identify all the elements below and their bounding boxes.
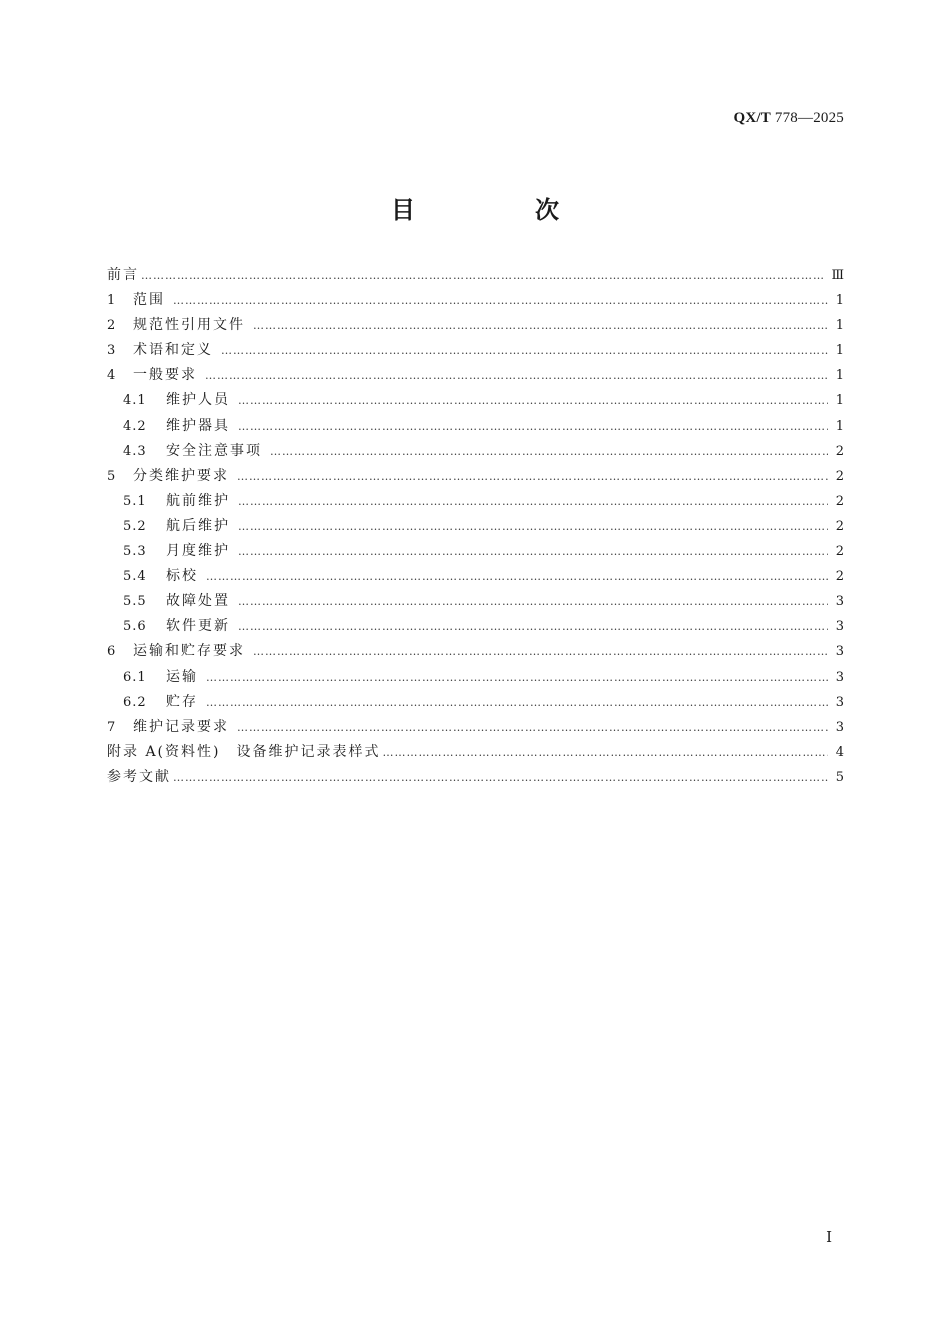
standard-code: [733, 110, 844, 127]
toc-entry-page: 1: [835, 368, 844, 384]
toc-dot-leader: [382, 740, 827, 765]
toc-dot-leader: [253, 313, 828, 338]
toc-entry-page: Ⅲ: [831, 268, 844, 283]
toc-entry-label: 运输和贮存要求: [133, 643, 245, 660]
toc-entry[interactable]: [107, 414, 844, 439]
toc-dot-leader: [238, 539, 828, 564]
toc-entry[interactable]: [107, 539, 844, 564]
toc-entry-page: 3: [835, 644, 844, 660]
toc-entry-number: 4: [107, 368, 117, 384]
toc-entry-label: 贮存: [166, 693, 198, 710]
toc-entry-number: 4.3: [123, 443, 147, 459]
toc-dot-leader: [238, 614, 828, 639]
toc-entry-number: 7: [107, 719, 117, 735]
toc-entry-label: 维护人员: [166, 392, 230, 409]
toc-entry-page: 2: [835, 544, 844, 560]
toc-dot-leader: [206, 665, 828, 690]
toc-entry[interactable]: [107, 740, 844, 765]
toc-entry-label: 维护记录要求: [133, 718, 229, 735]
toc-entry-page: 3: [835, 619, 844, 635]
toc-entry-label: 规范性引用文件: [133, 317, 245, 334]
toc-entry-number: 6.2: [123, 694, 147, 710]
toc-entry[interactable]: [107, 765, 844, 790]
toc-dot-leader: [238, 388, 828, 413]
toc-entry-label: 一般要求: [133, 367, 197, 384]
toc-dot-leader: [141, 263, 823, 288]
toc-entry[interactable]: [107, 313, 844, 338]
toc-entry-page: 1: [835, 418, 844, 434]
toc-dot-leader: [206, 690, 828, 715]
toc-entry[interactable]: [107, 439, 844, 464]
toc-dot-leader: [205, 363, 828, 388]
toc-entry-number: 5: [107, 468, 117, 484]
toc-entry-page: 2: [835, 493, 844, 509]
toc-entry-page: 2: [835, 518, 844, 534]
toc-entry[interactable]: [107, 589, 844, 614]
toc-list: [107, 263, 844, 790]
toc-entry-number: 6: [107, 644, 117, 660]
toc-entry-page: 1: [835, 318, 844, 334]
toc-dot-leader: [173, 288, 828, 313]
toc-entry[interactable]: [107, 489, 844, 514]
toc-entry[interactable]: [107, 263, 844, 288]
toc-entry-label: 附录 A(资料性) 设备维护记录表样式: [107, 743, 381, 760]
toc-entry[interactable]: [107, 464, 844, 489]
toc-entry[interactable]: [107, 388, 844, 413]
toc-entry-number: 4.2: [123, 418, 147, 434]
toc-dot-leader: [238, 414, 828, 439]
toc-entry-label: 前言: [107, 267, 139, 283]
toc-entry-label: 分类维护要求: [133, 467, 229, 484]
toc-entry-label: 月度维护: [166, 543, 230, 560]
toc-entry-number: 5.5: [123, 594, 147, 610]
toc-entry-page: 3: [835, 719, 844, 735]
toc-entry-page: 4: [835, 744, 844, 760]
toc-entry[interactable]: [107, 614, 844, 639]
toc-entry-page: 2: [835, 443, 844, 459]
toc-entry-label: 航后维护: [166, 517, 230, 534]
toc-entry-page: 2: [835, 468, 844, 484]
toc-entry-label: 维护器具: [166, 417, 230, 434]
toc-entry-page: 1: [835, 393, 844, 409]
toc-entry[interactable]: [107, 564, 844, 589]
toc-entry-number: 5.2: [123, 518, 147, 534]
toc-dot-leader: [237, 715, 828, 740]
toc-entry-label: 航前维护: [166, 492, 230, 509]
toc-entry-label: 术语和定义: [133, 342, 213, 359]
toc-entry-page: 5: [835, 769, 844, 785]
toc-entry-label: 运输: [166, 668, 198, 685]
toc-entry[interactable]: [107, 639, 844, 664]
page-number: Ⅰ: [826, 1230, 832, 1246]
toc-entry[interactable]: [107, 690, 844, 715]
toc-entry-number: 5.3: [123, 544, 147, 560]
toc-entry-number: 2: [107, 318, 117, 334]
toc-entry[interactable]: [107, 665, 844, 690]
toc-dot-leader: [238, 589, 828, 614]
toc-title: 目 次: [391, 196, 607, 224]
toc-entry[interactable]: [107, 288, 844, 313]
toc-entry-label: 参考文献: [107, 768, 171, 785]
toc-entry-page: 2: [835, 569, 844, 585]
toc-dot-leader: [206, 564, 828, 589]
toc-entry-number: 3: [107, 343, 117, 359]
toc-entry-label: 故障处置: [166, 593, 230, 610]
toc-entry-label: 安全注意事项: [166, 442, 262, 459]
standard-number: 778—2025: [774, 110, 844, 126]
toc-entry-number: 6.1: [123, 669, 147, 685]
toc-entry-number: 1: [107, 293, 117, 309]
toc-dot-leader: [237, 464, 828, 489]
toc-entry[interactable]: [107, 514, 844, 539]
toc-entry[interactable]: [107, 363, 844, 388]
toc-entry[interactable]: [107, 338, 844, 363]
toc-dot-leader: [270, 439, 828, 464]
toc-entry-label: 范围: [133, 292, 165, 309]
toc-entry-number: 5.6: [123, 619, 147, 635]
toc-entry-page: 1: [835, 343, 844, 359]
toc-entry-page: 3: [835, 669, 844, 685]
toc-dot-leader: [173, 765, 828, 790]
toc-entry-number: 5.4: [123, 569, 147, 585]
toc-dot-leader: [221, 338, 828, 363]
toc-entry-label: 软件更新: [166, 618, 230, 635]
toc-entry-page: 3: [835, 694, 844, 710]
toc-dot-leader: [238, 489, 828, 514]
toc-entry[interactable]: [107, 715, 844, 740]
toc-entry-page: 1: [835, 293, 844, 309]
toc-entry-label: 标校: [166, 568, 198, 585]
toc-entry-number: 4.1: [123, 393, 147, 409]
toc-dot-leader: [253, 639, 828, 664]
toc-entry-page: 3: [835, 594, 844, 610]
toc-dot-leader: [238, 514, 828, 539]
standard-prefix: QX/T: [733, 110, 771, 126]
toc-entry-number: 5.1: [123, 493, 147, 509]
